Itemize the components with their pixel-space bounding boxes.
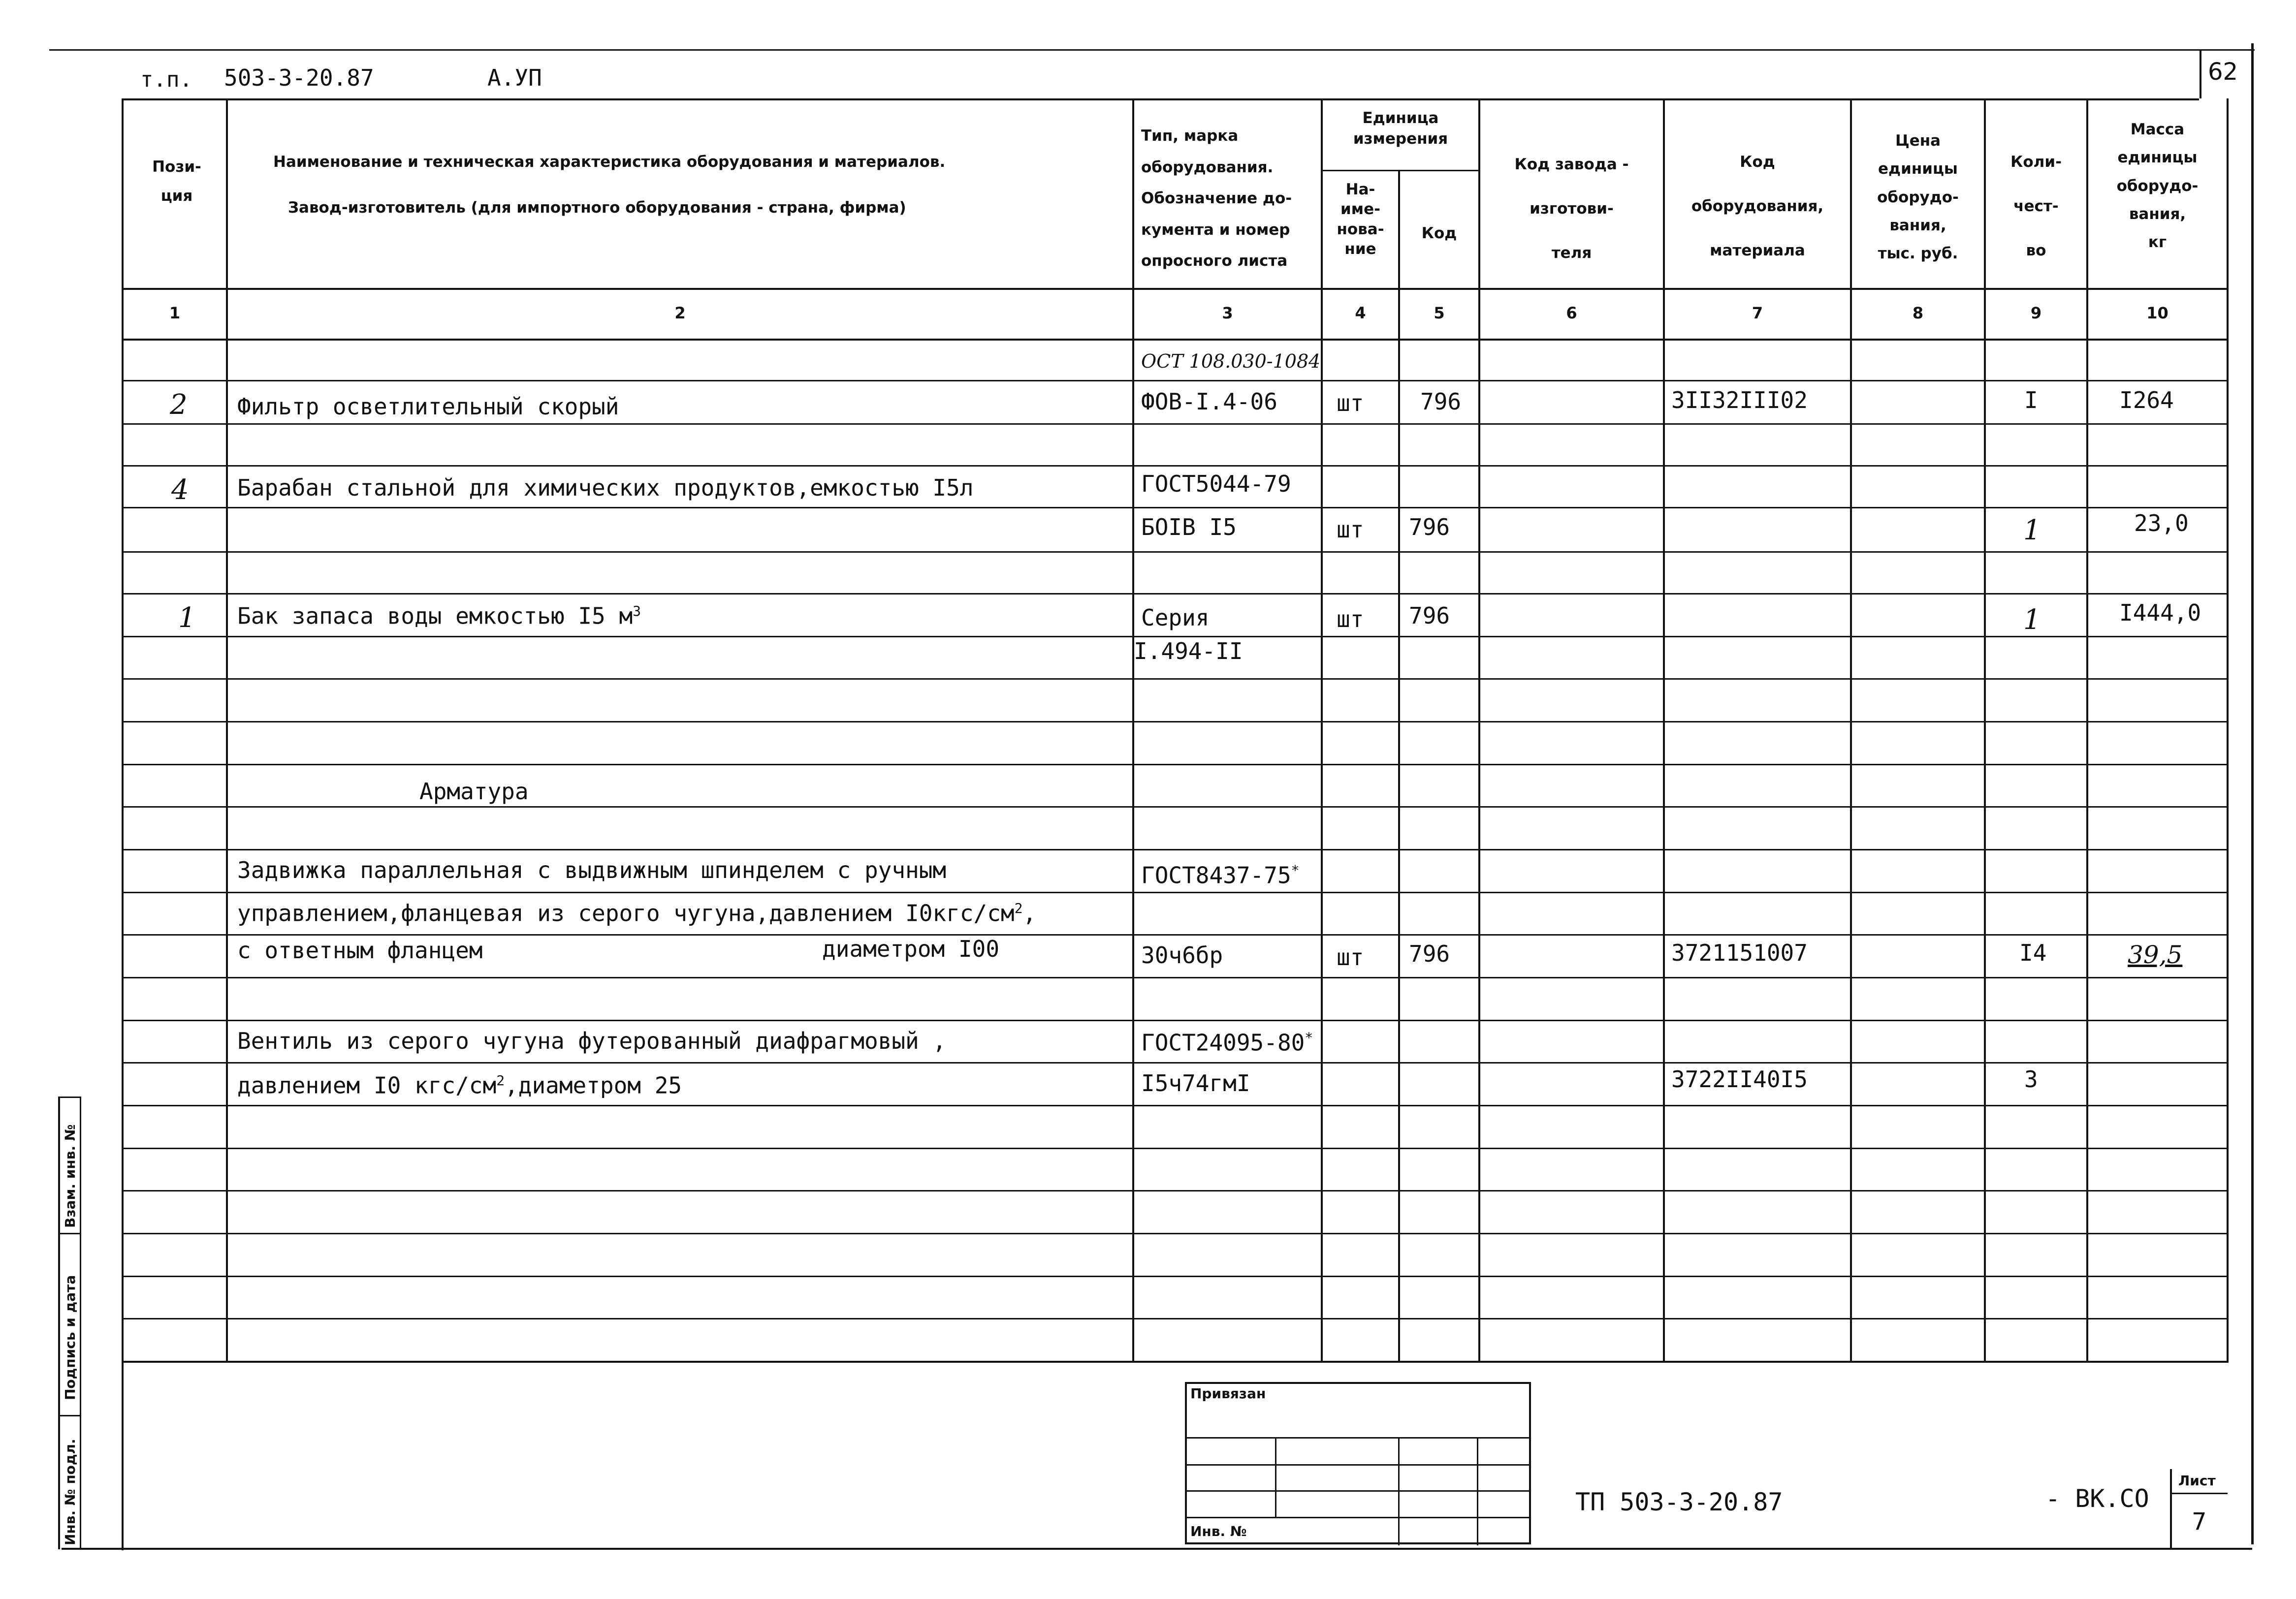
header-name-line1: Наименование и техническая характеристика оборудования и материалов. — [273, 153, 946, 171]
side-label-inv-original: Инв. № подл. — [62, 1439, 78, 1545]
header-quantity: Коли- чест- во — [2010, 153, 2062, 259]
row-line — [122, 806, 2229, 808]
item-name: Барабан стальной для химических продуктов,емкостью I5л — [237, 474, 974, 501]
item-type: БОIВ I5 — [1141, 514, 1237, 540]
stamp-line — [1185, 1437, 1531, 1439]
valve2-standard-text: ГОСТ24095-80 — [1141, 1029, 1305, 1056]
side-strip-divider — [58, 1233, 81, 1234]
table-bottom-line — [122, 1361, 2229, 1363]
valve-desc-line2-sup: 2 — [1014, 900, 1023, 916]
frame-right-border — [2251, 43, 2254, 1544]
unit-name: шт — [1337, 516, 1364, 543]
header-unit-code: Код — [1421, 224, 1457, 242]
mass: I444,0 — [2119, 599, 2201, 626]
stamp-line — [1185, 1490, 1531, 1492]
header-plant-code: Код завода - изготови- теля — [1514, 156, 1629, 262]
page-number-box-left — [2200, 49, 2201, 98]
side-label-replace-inv: Взам. инв. № — [62, 1124, 78, 1228]
col-line-7 — [1850, 98, 1852, 1362]
row-line — [122, 721, 2229, 722]
row-line — [122, 1020, 2229, 1021]
unit-code: 796 — [1420, 388, 1462, 415]
header-bottom-line — [122, 288, 2229, 290]
col-number: 4 — [1355, 304, 1366, 322]
standard-document: ГОСТ5044-79 — [1141, 470, 1291, 497]
col-number: 9 — [2030, 304, 2042, 322]
unit-code: 796 — [1409, 602, 1450, 629]
row-line — [122, 764, 2229, 765]
valve2-desc-line1: Вентиль из серого чугуна футерованный диафрагмовый , — [237, 1028, 947, 1054]
side-label-signature-date: Подпись и дата — [62, 1275, 78, 1400]
mass: 39,5 — [2128, 941, 2183, 969]
col-line-10 — [2227, 98, 2229, 1362]
row-line — [122, 465, 2229, 467]
quantity: 1 — [2023, 604, 2041, 636]
row-line — [122, 423, 2229, 425]
unit-name: шт — [1337, 390, 1364, 416]
row-line — [122, 1148, 2229, 1149]
side-strip-divider — [58, 1097, 81, 1098]
unit-name: шт — [1337, 606, 1364, 632]
item-name-sup: 3 — [633, 603, 641, 619]
stamp-vline — [1275, 1437, 1276, 1518]
stamp-bound-box — [1185, 1382, 1531, 1544]
frame-bottom-border — [62, 1548, 2252, 1550]
section-title: Арматура — [419, 778, 529, 805]
unit-subheader-line — [1321, 170, 1479, 171]
item-name-text: Бак запаса воды емкостью I5 м — [237, 602, 633, 629]
col-number: 3 — [1222, 304, 1233, 322]
stamp-bound-label: Привязан — [1190, 1385, 1266, 1402]
item-type: I5ч74гмI — [1141, 1070, 1250, 1097]
valve2-standard-star: * — [1305, 1030, 1313, 1046]
stamp-line — [1185, 1464, 1531, 1466]
col-number: 7 — [1752, 304, 1763, 322]
col-number: 10 — [2146, 304, 2168, 322]
quantity: I — [2024, 387, 2038, 413]
valve2-standard — [1141, 1031, 1313, 1054]
col-number: 8 — [1912, 304, 1924, 322]
col-line-8 — [1984, 98, 1986, 1362]
row-line — [122, 678, 2229, 680]
position-number: 4 — [171, 474, 189, 506]
valve-desc-line1: Задвижка параллельная с выдвижным шпинделем с ручным — [237, 857, 947, 883]
valve2-desc-line2-sup: 2 — [496, 1072, 505, 1089]
equipment-code: 3II32III02 — [1671, 387, 1808, 413]
col-number: 1 — [169, 304, 181, 322]
row-line — [122, 1233, 2229, 1234]
stamp-vline — [1477, 1437, 1478, 1545]
table-top-line — [122, 98, 2199, 100]
unit-name: шт — [1337, 944, 1364, 971]
header-price: Цена единицы оборудо- вания, тыс. руб. — [1877, 132, 1959, 263]
row-line — [122, 977, 2229, 978]
document-code: ТП 503-3-20.87 — [1575, 1488, 1783, 1516]
item-name: Фильтр осветлительный скорый — [237, 393, 619, 420]
valve-desc-line2 — [237, 900, 1037, 927]
equipment-code: 3722II40I5 — [1671, 1066, 1808, 1093]
col-line-9 — [2086, 98, 2088, 1362]
top-edge-line — [49, 49, 2255, 51]
col-line-6 — [1663, 98, 1665, 1362]
unit-code: 796 — [1409, 941, 1450, 967]
col-line-3 — [1321, 98, 1323, 1362]
sheet-number: 7 — [2192, 1508, 2207, 1536]
quantity: 1 — [2023, 514, 2041, 546]
col-number: 5 — [1434, 304, 1445, 322]
sheet-label: Лист — [2178, 1473, 2216, 1489]
quantity: 3 — [2024, 1066, 2038, 1093]
series-number: I.494-II — [1134, 638, 1243, 664]
header-equipment-code: Код оборудования, материала — [1691, 153, 1824, 259]
row-line — [122, 1276, 2229, 1277]
row-line — [122, 849, 2229, 850]
side-strip-inner-line — [80, 1097, 81, 1549]
header-unit-name: На- име- нова- ние — [1337, 181, 1384, 258]
numbers-bottom-line — [122, 339, 2229, 341]
row-line — [122, 892, 2229, 893]
header-mass: Масса единицы оборудо- вания, кг — [2116, 121, 2199, 251]
row-line — [122, 380, 2229, 381]
row-line — [122, 551, 2229, 553]
album-code: А.УП — [487, 64, 542, 91]
row-line — [122, 1062, 2229, 1064]
header-name-line2: Завод-изготовитель (для импортного оборудования - страна, фирма) — [288, 199, 906, 217]
position-number: 1 — [178, 602, 196, 634]
stamp-line — [1185, 1517, 1531, 1518]
quantity: I4 — [2019, 940, 2047, 966]
header-unit-group: Единица измерения — [1353, 109, 1448, 148]
row-line — [122, 1105, 2229, 1106]
header-position: Пози- ция — [152, 158, 201, 205]
col-line-4 — [1398, 170, 1400, 1362]
row-line — [122, 1190, 2229, 1191]
valve-standard-star: * — [1291, 862, 1300, 878]
unit-code: 796 — [1409, 514, 1450, 540]
item-type: ФОВ-I.4-06 — [1141, 388, 1277, 415]
sheet-box-divider — [2170, 1493, 2228, 1494]
valve2-desc-line2 — [237, 1074, 682, 1097]
col-number: 2 — [674, 304, 686, 322]
valve-standard — [1141, 862, 1300, 889]
tp-prefix: т.п. — [140, 67, 192, 92]
item-type: 30ч6бр — [1141, 942, 1223, 969]
row-line — [122, 1318, 2229, 1319]
mass: I264 — [2119, 387, 2174, 413]
valve-desc-line2-text: управлением,фланцевая из серого чугуна,давлением I0кгс/см — [237, 900, 1015, 927]
col-number: 6 — [1566, 304, 1577, 322]
series-label: Серия — [1141, 604, 1210, 631]
stamp-vline — [1398, 1437, 1400, 1545]
document-suffix: - ВК.СО — [2045, 1484, 2149, 1513]
ost-document: ОСТ 108.030-1084 — [1141, 350, 1321, 372]
row-line — [122, 636, 2229, 637]
item-name — [237, 604, 641, 627]
col-line-2 — [1132, 98, 1134, 1362]
equipment-code: 3721151007 — [1671, 940, 1808, 966]
valve-desc-line2-end: , — [1022, 900, 1037, 927]
row-line — [122, 507, 2229, 508]
project-code: 503-3-20.87 — [224, 64, 374, 91]
page-number: 62 — [2208, 58, 2238, 86]
row-line — [122, 934, 2229, 936]
row-line — [122, 593, 2229, 595]
header-type: Тип, марка оборудования. Обозначение до- кумента и номер опросного листа — [1141, 127, 1292, 270]
valve-diameter: диаметром I00 — [822, 936, 1000, 962]
valve-standard-text: ГОСТ8437-75 — [1141, 862, 1291, 889]
stamp-inv-label: Инв. № — [1190, 1523, 1247, 1539]
col-line-5 — [1478, 98, 1480, 1362]
valve-desc-line3: с ответным фланцем — [237, 937, 483, 964]
col-line-1 — [226, 98, 228, 1362]
valve2-desc-line2-text: давлением I0 кгс/см — [237, 1072, 497, 1099]
valve2-desc-line2-end: ,диаметром 25 — [505, 1072, 682, 1099]
side-strip-divider — [58, 1415, 81, 1416]
position-number: 2 — [170, 389, 188, 421]
mass: 23,0 — [2134, 510, 2189, 536]
